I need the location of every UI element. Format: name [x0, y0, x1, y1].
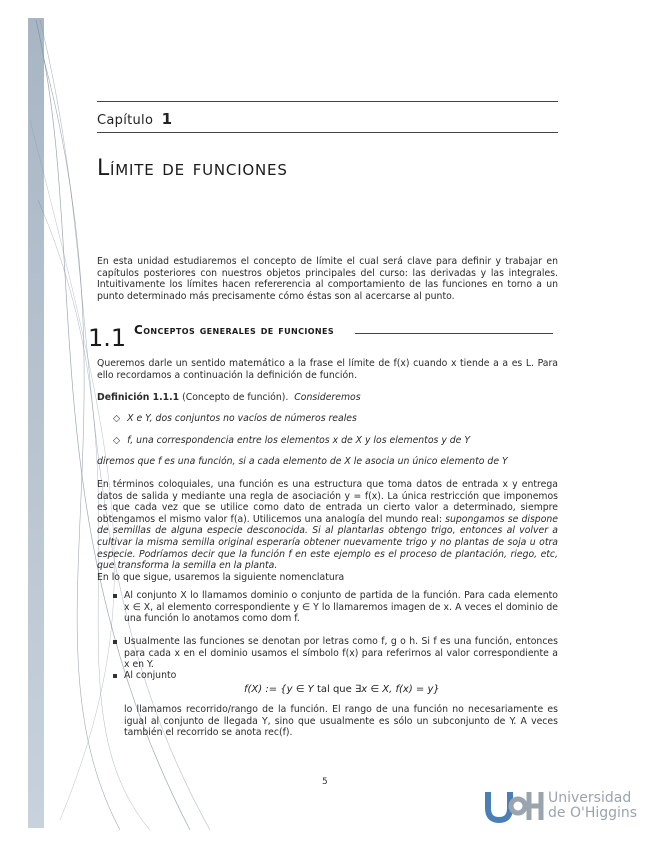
chapter-number: 1 [161, 110, 173, 128]
definition-item-text: X e Y, dos conjuntos no vacíos de números reales [127, 413, 357, 424]
university-name [548, 791, 637, 821]
bullet-domain: Al conjunto X lo llamamos dominio o conjunto de partida de la función. Para cada elemento x ∈ X, al elemento correspondiente y ∈ Y lo llamaremos imagen de x. A veces el dominio de una función lo anotamos como dom f. [124, 590, 558, 625]
paragraph-colloquial-analogy: supongamos se dispone de semillas de alguna especie desconocida. Si al plantarlas obtengo trigo, entonces al volver a cultivar la misma semilla original esperaría obtener nuevamente trigo y no plantas de soja u otra especie. Podríamos decir que la función f en este ejemplo es el proceso de plantación, riego, etc, que transforma la semilla en la planta. [97, 513, 558, 572]
square-bullet-icon [113, 594, 117, 598]
formula-middle: tal que [316, 684, 352, 695]
chapter-rule-bottom [97, 132, 558, 133]
bullet-notation: Usualmente las funciones se denotan por letras como f, g o h. Si f es una función, entonces para cada x en el dominio usamos el símbolo f(x) para referirnos al valor correspondiente a x en Y. [124, 636, 558, 671]
university-name-line1: Universidad [548, 790, 632, 806]
chapter-label [97, 110, 172, 128]
chapter-title: Límite de funciones [97, 156, 288, 181]
intro-paragraph: En esta unidad estudiaremos el concepto de límite el cual será clave para definir y trabajar en capítulos posteriores con nuestros objetos principales del curso: las derivadas y las integrales. Intuitivamente los límites hacen refererencia al comportamiento de las funciones en torno a un punto determinado más precisamente cómo éstas son al acercarse al punto. [97, 256, 558, 302]
definition-item-sets [113, 413, 357, 424]
bullet-range-description: lo llamamos recorrido/rango de la función. El rango de una función no necesariamente es igual al conjunto de llegada Y, sino que usualmente es sólo un subconjunto de Y. A veces también el recorrido se anota rec(f). [124, 704, 558, 739]
diamond-bullet-icon: ◇ [113, 435, 121, 446]
square-bullet-icon [113, 674, 117, 678]
formula-left: f(X) := {y ∈ Y [244, 684, 314, 695]
section-title: Conceptos generales de funciones [134, 323, 335, 337]
paragraph-colloquial-part1: En términos coloquiales, una función es una estructura que toma datos de entrada x y entrega datos de salida y mediante una regla de asociación y = f(x). La única restricción que imponemos es que cada vez que se utilice como dato de entrada un cierto valor a determinado, siempre obtengamos el mismo valor f(a). Utilicemos una analogía del mundo real: [97, 479, 558, 525]
paragraph-colloquial [97, 479, 558, 583]
bullet-range-lead: Al conjunto [124, 670, 177, 681]
paragraph-nomenclature-lead: En lo que sigue, usaremos la siguiente nomenclatura [97, 571, 345, 583]
chapter-rule-top [97, 101, 558, 102]
definition-lead: Consideremos [294, 392, 361, 403]
square-bullet-icon [113, 640, 117, 644]
definition-item-text: f, una correspondencia entre los elementos x de X y los elementos y de Y [127, 435, 471, 446]
definition-name: (Concepto de función). [182, 392, 289, 403]
chapter-word: Capítulo [97, 113, 154, 128]
definition-item-correspondence [113, 435, 470, 446]
uoh-logo-icon [485, 788, 545, 824]
formula-right: ∃x ∈ X, f(x) = y} [354, 684, 440, 695]
section-number: 1.1 [88, 324, 127, 352]
university-name-line2: de O'Higgins [548, 805, 638, 821]
diamond-bullet-icon: ◇ [113, 413, 121, 424]
page-number: 5 [322, 777, 328, 787]
section-rule [355, 333, 553, 334]
definition-label: Definición 1.1.1 [97, 392, 180, 403]
definition-conclusion: diremos que f es una función, si a cada elemento de X le asocia un único elemento de Y [97, 456, 508, 467]
paragraph-function-intro: Queremos darle un sentido matemático a la frase el límite de f(x) cuando x tiende a a es L. Para ello recordamos a continuación la definición de función. [97, 358, 558, 381]
definition-heading [97, 392, 361, 403]
range-formula [244, 684, 440, 695]
